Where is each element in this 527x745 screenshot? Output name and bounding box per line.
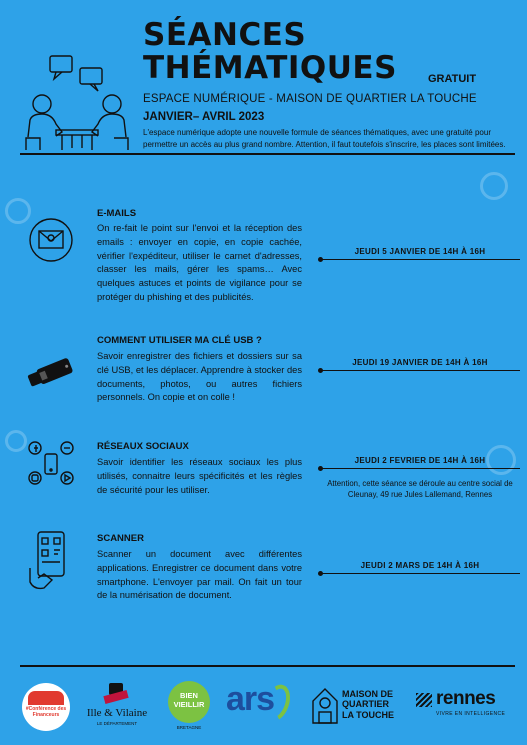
date-line (320, 468, 520, 469)
date-line (320, 370, 520, 371)
qr-scanner-icon (26, 528, 72, 592)
session-date-scanner: JEUDI 2 MARS DE 14H À 16H (360, 561, 480, 570)
session-date-usb: JEUDI 19 JANVIER DE 14H À 16H (352, 358, 488, 367)
page-title-line2: THÉMATIQUES (143, 50, 397, 86)
date-dot (318, 368, 323, 373)
header-divider (20, 153, 515, 155)
session-title-emails: E-MAILS (97, 208, 137, 219)
date-line (320, 259, 520, 260)
usb-key-icon (24, 357, 76, 389)
bien-vieillir-logo: BIEN VIEILLIR BRETAGNE (166, 681, 212, 733)
session-title-usb: COMMENT UTILISER MA CLÉ USB ? (97, 335, 262, 346)
session-body-emails: On re-fait le point sur l'envoi et la réception des emails : envoyer en copie, en copie cachée, vérifier l'expéditeur, utiliser le carnet d'adresses, classer les mails, gérer les spams… Avec quelques astuces et points de vigilance pour se protéger du phishing et des publicités. (97, 223, 302, 302)
period: JANVIER– AVRIL 2023 (143, 111, 265, 123)
session-title-scanner: SCANNER (97, 533, 144, 544)
social-networks-icon (24, 440, 78, 488)
date-dot (318, 571, 323, 576)
session-body-scanner: Scanner un document avec différentes applications. Enregistrer ce document dans votre smartphone. L'envoyer par mail. On fait un tour de la numérisation de document. (97, 549, 302, 601)
maison-quartier-logo: MAISON DE QUARTIER LA TOUCHE (310, 683, 400, 729)
date-dot (318, 466, 323, 471)
ille-et-vilaine-logo: Ille & Vilaine LE DÉPARTEMENT (86, 683, 148, 731)
conference-financeurs-logo: #Conférence des Financeurs (22, 683, 70, 731)
subtitle: ESPACE NUMÉRIQUE - MAISON DE QUARTIER LA TOUCHE (143, 93, 477, 105)
session-date-emails: JEUDI 5 JANVIER DE 14H À 16H (354, 247, 486, 256)
footer-divider (20, 665, 515, 667)
rennes-logo: rennes VIVRE EN INTELLIGENCE (416, 690, 516, 726)
email-icon (28, 217, 74, 263)
session-date-social: JEUDI 2 FEVRIER DE 14H À 16H (354, 456, 486, 465)
session-note-social: Attention, cette séance se déroule au centre social de Cleunay, 49 rue Jules Lallemand, Rennes (327, 479, 513, 500)
date-line (320, 573, 520, 574)
meeting-illustration (22, 52, 134, 152)
free-badge: GRATUIT (428, 73, 477, 85)
intro-text: L'espace numérique adopte une nouvelle formule de séances thématiques, avec une gratuité pour permettre un accès au plus grand nombre. Attention, il faut toutefois s'inscrire, les places sont limitées. (143, 128, 506, 149)
ars-logo: ars (226, 684, 290, 730)
session-title-social: RÉSEAUX SOCIAUX (97, 441, 189, 452)
session-body-usb: Savoir enregistrer des fichiers et dossiers sur sa clé USB, et les déplacer. Apprendre à stocker des documents, photos, ou autres fichiers personnels. On copie et on colle ! (97, 351, 302, 403)
session-body-social: Savoir identifier les réseaux sociaux les plus utilisés, connaitre leurs spécificités et les règles de sécurité pour les utiliser. (97, 457, 302, 495)
decor-ring (480, 172, 508, 200)
page-title-line1: SÉANCES (143, 17, 307, 53)
date-dot (318, 257, 323, 262)
